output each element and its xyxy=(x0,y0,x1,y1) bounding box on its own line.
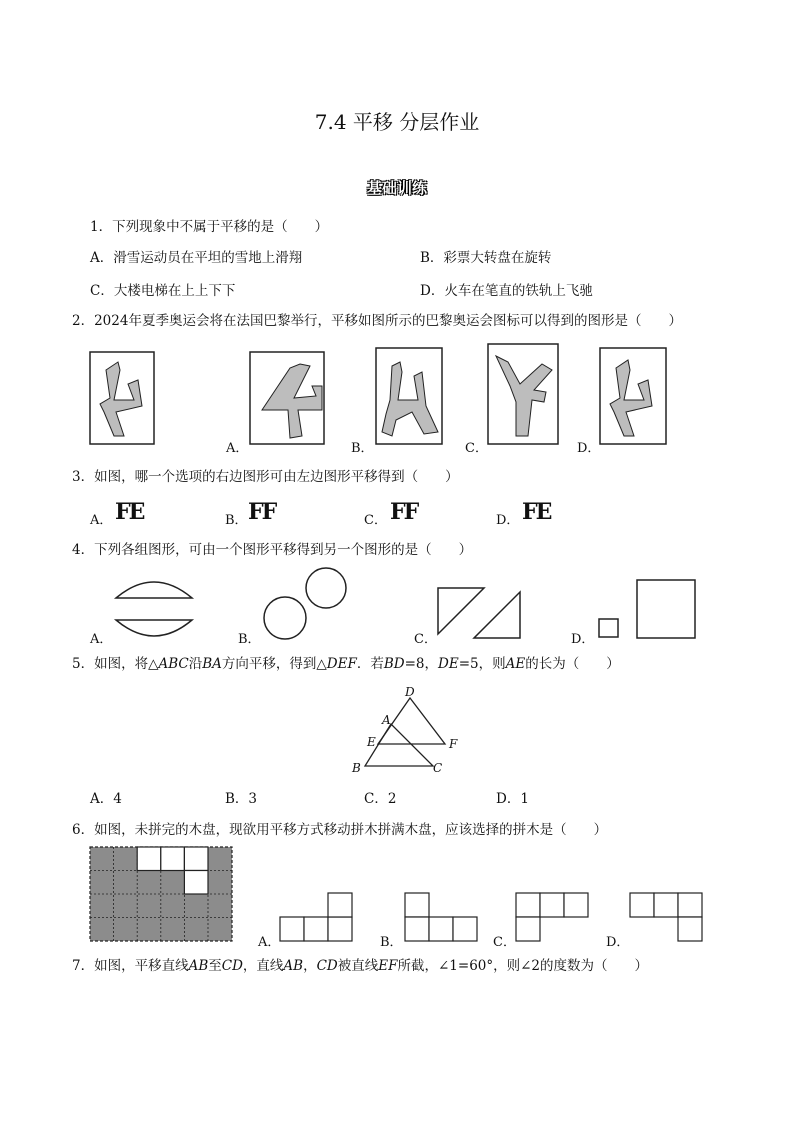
question-3-glyph-c: FF xyxy=(390,499,418,525)
section-heading: 基础训练 xyxy=(366,179,427,197)
question-3-stem: 3．如图，哪一个选项的右边图形可由左边图形平移得到（ ） xyxy=(72,469,459,485)
question-6-label-d: D． xyxy=(606,935,630,950)
question-1-option-c: C．大楼电梯在上上下下 xyxy=(90,283,236,299)
question-3-label-c: C． xyxy=(364,513,387,528)
question-4-label-c: C． xyxy=(414,632,437,647)
point-b-label: B xyxy=(352,761,361,775)
triangle-pair-c xyxy=(438,588,520,638)
question-4-label-d: D． xyxy=(571,632,595,647)
question-5-option-c: C．2 xyxy=(364,791,397,807)
piece-option-b xyxy=(405,893,477,941)
question-2-label-d: D． xyxy=(577,441,601,456)
question-6-label-b: B． xyxy=(380,935,403,950)
question-2-label-c: C． xyxy=(465,441,488,456)
point-f-label: F xyxy=(449,737,458,751)
point-c-label: C xyxy=(433,761,443,775)
question-3-glyph-b: FF xyxy=(248,499,276,525)
question-2-label-b: B． xyxy=(351,441,374,456)
question-3-glyph-a: FE xyxy=(115,499,144,525)
question-4-stem: 4．下列各组图形，可由一个图形平移得到另一个图形的是（ ） xyxy=(72,542,473,558)
question-2-stem: 2．2024年夏季奥运会将在法国巴黎举行，平移如图所示的巴黎奥运会图标可以得到的图形是（ ） xyxy=(72,313,682,329)
olympic-logo-option-c xyxy=(488,344,558,444)
olympic-logo-option-d xyxy=(600,348,666,444)
olympic-logo-option-a xyxy=(250,352,324,444)
question-6-stem: 6．如图，未拼完的木盘，现欲用平移方式移动拼木拼满木盘，应该选择的拼木是（ ） xyxy=(72,822,608,838)
question-3-label-b: B． xyxy=(225,513,248,528)
question-5-option-a: A．4 xyxy=(90,791,122,807)
question-1-stem: 1．下列现象中不属于平移的是（ ） xyxy=(90,219,329,235)
olympic-logo-option-b xyxy=(376,348,442,444)
question-4-label-b: B． xyxy=(238,632,261,647)
question-6-figures xyxy=(88,845,708,945)
piece-option-c xyxy=(516,893,588,941)
question-6-label-c: C． xyxy=(493,935,516,950)
olympic-logo-original xyxy=(90,352,154,444)
question-3-label-a: A． xyxy=(90,513,113,528)
question-3-glyph-d: FE xyxy=(522,499,551,525)
point-a-label: A xyxy=(382,713,391,727)
point-e-label: E xyxy=(367,735,376,749)
question-1-option-d: D．火车在笔直的铁轨上飞驰 xyxy=(420,283,593,299)
question-5-stem: 5．如图，将△ABC沿BA方向平移，得到△DEF．若BD=8，DE=5，则AE的长为（ ） xyxy=(72,656,620,672)
segment-pair-a xyxy=(116,582,192,636)
piece-option-a xyxy=(280,893,352,941)
square-pair-d xyxy=(599,580,695,638)
circle-pair-b xyxy=(264,568,346,639)
question-7-stem: 7．如图，平移直线AB至CD，直线AB，CD被直线EF所截，∠1=60°，则∠2的度数为（ ） xyxy=(72,958,649,974)
question-4-label-a: A． xyxy=(90,632,113,647)
question-1-option-b: B．彩票大转盘在旋转 xyxy=(420,250,552,266)
question-1-option-a: A．滑雪运动员在平坦的雪地上滑翔 xyxy=(90,250,303,266)
question-3-label-d: D． xyxy=(496,513,520,528)
question-2-label-a: A． xyxy=(226,441,249,456)
question-6-label-a: A． xyxy=(258,935,281,950)
page-title: 7.4 平移 分层作业 xyxy=(314,110,480,134)
point-d-label: D xyxy=(405,685,415,699)
question-4-figures xyxy=(80,562,720,652)
question-5-option-d: D．1 xyxy=(496,791,529,807)
wooden-board xyxy=(90,847,232,941)
question-5-option-b: B．3 xyxy=(225,791,258,807)
question-5-triangles xyxy=(340,680,480,780)
piece-option-d xyxy=(630,893,702,941)
